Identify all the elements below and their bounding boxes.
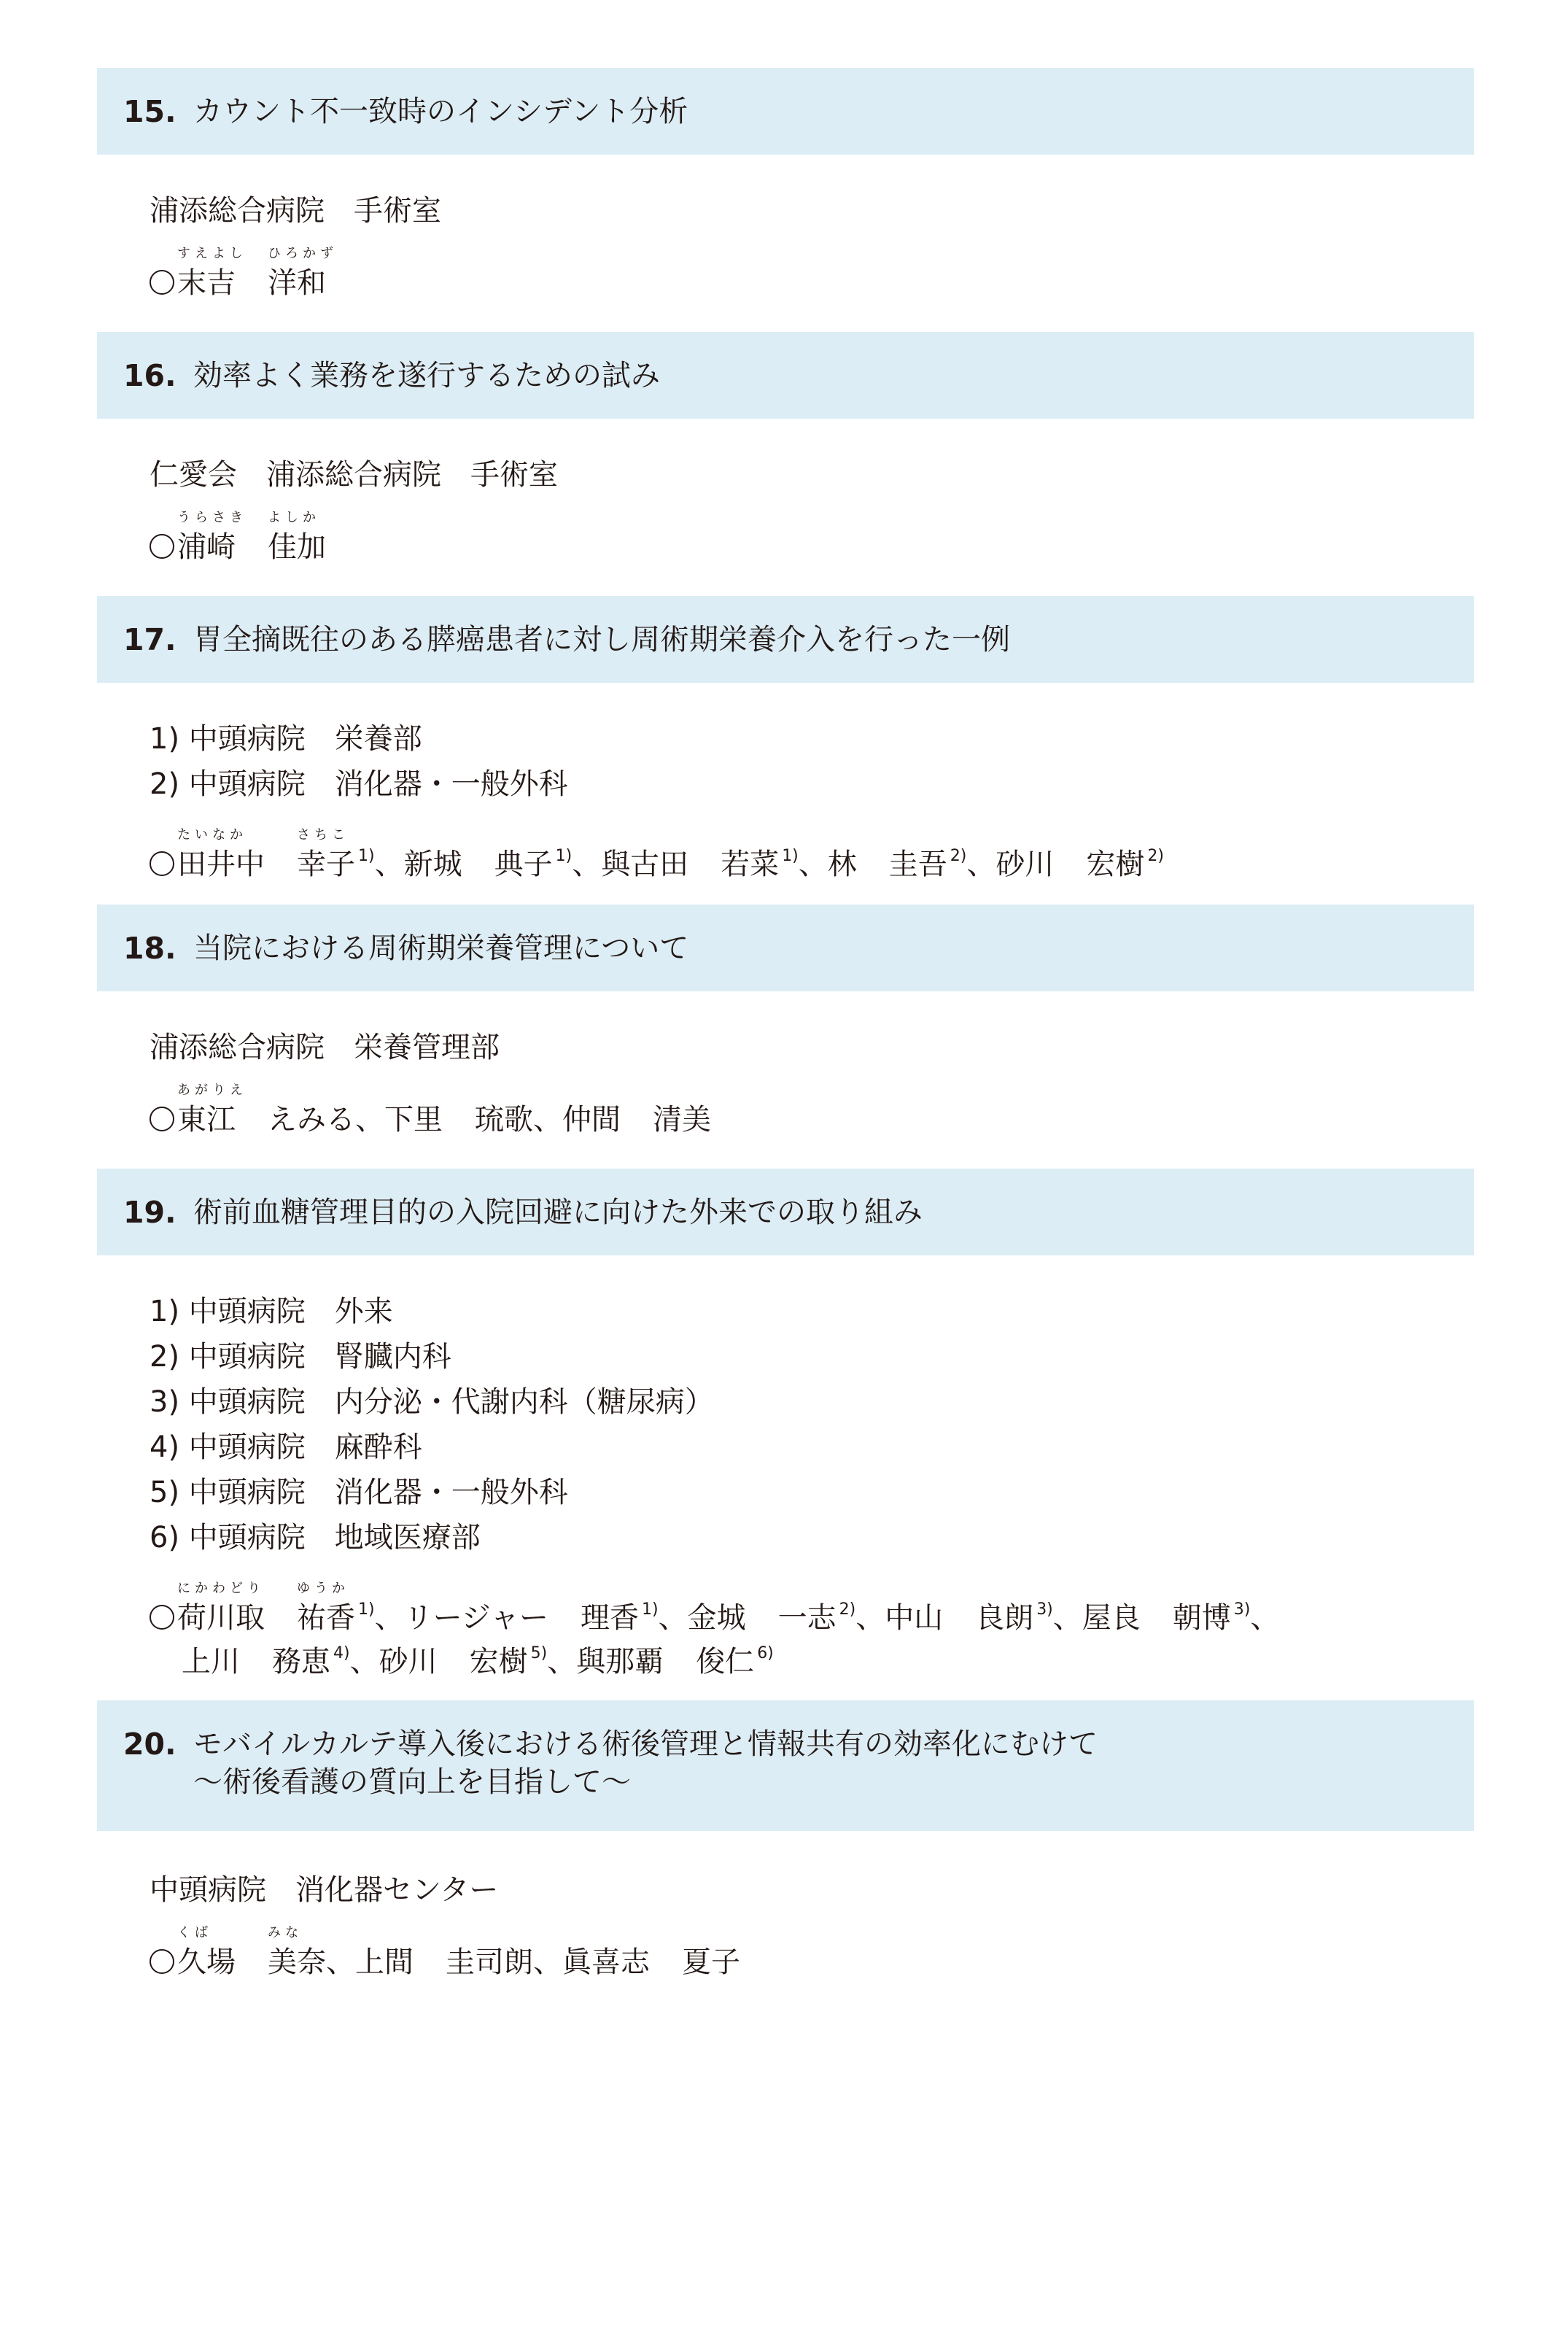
author-family-name: 上川 (182, 1645, 240, 1678)
affiliation: 中頭病院 消化器センター (150, 1873, 499, 1907)
author-given-name (682, 1945, 740, 1979)
author-given-text: えみる (268, 1103, 355, 1136)
author-given-name: 宏樹 (469, 1645, 528, 1678)
author-family-name (384, 1105, 443, 1134)
author-separator: 、 (1052, 1601, 1082, 1635)
affiliation: 2) 中頭病院 消化器・一般外科 (150, 767, 568, 801)
affiliation: 3) 中頭病院 内分泌・代謝内科（糖尿病） (150, 1385, 714, 1419)
author-separator: 、 (533, 1945, 562, 1979)
author-given-text: 佳加 (268, 530, 326, 564)
author-given-ruby: よしか (268, 510, 320, 525)
author-given-text: 夏子 (682, 1945, 740, 1979)
author-separator: 、 (855, 1601, 885, 1635)
author-family-ruby: くば (177, 1925, 212, 1940)
author-given-name (268, 1105, 355, 1134)
author-family-name (404, 1603, 548, 1633)
author-family-name (177, 827, 265, 881)
author-family-name (688, 1603, 746, 1633)
author-family-name (562, 1105, 621, 1134)
author-given-ruby: みな (268, 1925, 303, 1940)
entry-title-text (193, 621, 1010, 659)
presenter-mark-icon (150, 1107, 174, 1131)
author-given-ruby: ひろかず (268, 246, 338, 261)
author-list (150, 497, 1455, 568)
author-given-text: 琉歌 (475, 1103, 533, 1136)
author-given-text: 若菜 (721, 848, 780, 881)
affiliation-ref: 1) (642, 1600, 659, 1619)
author-family-text: 中山 (885, 1601, 944, 1635)
author-family-name (177, 246, 247, 300)
author-given-name (268, 510, 326, 564)
affiliation: 5) 中頭病院 消化器・一般外科 (150, 1476, 568, 1509)
author-family-text: 金城 (687, 1601, 746, 1635)
author-given-text: 祐香 (297, 1601, 355, 1635)
author-separator: 、 (374, 1601, 404, 1635)
author-family-name: 砂川 (379, 1645, 438, 1678)
author-family-name (828, 850, 857, 879)
entry-title-text (193, 929, 688, 967)
author-family-ruby: すえよし (177, 246, 247, 261)
entry-body (150, 452, 1455, 568)
author-family-name (885, 1603, 943, 1633)
author-given-text: 美奈 (268, 1945, 326, 1979)
author-given-name (494, 850, 553, 879)
affiliation: 浦添総合病院 手術室 (150, 194, 441, 228)
author-given-name (581, 1603, 639, 1633)
author-given-ruby: さちこ (297, 827, 349, 843)
affiliation-ref: 4) (333, 1644, 350, 1662)
author-list (150, 1913, 1455, 1983)
affiliation: 1) 中頭病院 栄養部 (150, 722, 422, 756)
entry-title-main: 当院における周術期栄養管理について (193, 931, 689, 965)
affiliation-ref: 1) (555, 847, 573, 865)
author-family-name (404, 850, 462, 879)
author-family-name (1082, 1603, 1141, 1633)
author-family-text: 新城 (403, 848, 462, 881)
entry-body (150, 1025, 1455, 1140)
author-given-name (889, 850, 947, 879)
entry-title-bar (97, 68, 1474, 155)
entry-body (150, 1289, 1455, 1676)
author-given-name (268, 1925, 326, 1979)
author-given-text: 幸子 (297, 848, 355, 881)
presenter-mark-icon (150, 851, 174, 876)
author-given-name (297, 827, 355, 881)
author-list (150, 233, 1455, 303)
affiliation-ref: 1) (358, 1600, 375, 1619)
affiliation: 浦添総合病院 栄養管理部 (150, 1031, 500, 1064)
entry-number: 17. (123, 621, 176, 657)
affiliation-ref: 2) (1147, 847, 1164, 865)
entry-title-text (193, 93, 688, 131)
affiliation-ref: 2) (839, 1600, 856, 1619)
author-separator: 、 (355, 1103, 384, 1136)
affiliation-ref: 5) (530, 1644, 548, 1662)
entry-title (123, 929, 688, 967)
author-given-text: 洋和 (268, 266, 326, 300)
author-family-text: 浦崎 (177, 530, 236, 564)
author-family-text: 久場 (177, 1945, 236, 1979)
author-given-name (1173, 1603, 1231, 1633)
entry-title-text (193, 1725, 1098, 1801)
entry-title (123, 357, 660, 395)
author-given-text: 圭司朗 (446, 1945, 533, 1979)
author-family-text: 荷川取 (177, 1601, 265, 1635)
author-given-name (268, 246, 338, 300)
author-given-ruby: ゆうか (297, 1581, 349, 1596)
entry-title-main: モバイルカルテ導入後における術後管理と情報共有の効率化にむけて (193, 1727, 1098, 1761)
entry-title (123, 621, 1010, 659)
author-family-text: 上間 (355, 1945, 414, 1979)
author-given-text: 良朗 (975, 1601, 1034, 1635)
author-family-text: 田井中 (177, 848, 265, 881)
author-family-name (995, 850, 1054, 879)
author-family-text: 仲間 (562, 1103, 621, 1136)
author-family-ruby: あがりえ (177, 1083, 247, 1098)
author-given-text: 清美 (653, 1103, 711, 1136)
entry-title-text (193, 1193, 923, 1231)
author-family-text: 砂川 (995, 848, 1055, 881)
entry-number: 16. (123, 357, 176, 393)
author-family-name: 與那覇 (576, 1645, 664, 1678)
affiliation-ref: 6) (757, 1644, 774, 1662)
entry-number: 20. (123, 1727, 176, 1762)
entry-title-main: カウント不一致時のインシデント分析 (193, 94, 688, 128)
author-family-text: 與古田 (601, 848, 689, 881)
author-given-text: 理香 (581, 1601, 639, 1635)
entry-title (123, 93, 688, 131)
author-list (150, 807, 1455, 881)
entry-title (123, 1725, 1098, 1801)
author-family-text: 下里 (384, 1103, 443, 1136)
author-family-name (177, 510, 247, 564)
entry-title-text (193, 357, 660, 395)
author-family-ruby: にかわどり (177, 1581, 265, 1596)
affiliation-ref: 3) (1233, 1600, 1251, 1619)
entry-title-bar (97, 1169, 1474, 1255)
entry-number: 15. (123, 93, 176, 129)
author-given-name (975, 1603, 1033, 1633)
author-given-name (297, 1581, 355, 1635)
author-given-text: 圭吾 (888, 848, 947, 881)
author-given-name: 務恵 (272, 1645, 330, 1678)
author-given-name (446, 1945, 533, 1979)
entry-body (150, 188, 1455, 303)
author-family-name (601, 850, 688, 879)
affiliation: 4) 中頭病院 麻酔科 (150, 1430, 422, 1464)
entry-number: 19. (123, 1194, 176, 1230)
author-separator: 、 (547, 1645, 577, 1678)
author-given-name (721, 850, 779, 879)
entry-body (150, 716, 1455, 881)
author-list (150, 1560, 1455, 1635)
author-list-continued (150, 1630, 1455, 1676)
affiliation-ref: 1) (358, 847, 375, 865)
author-family-name (355, 1945, 414, 1979)
affiliation-ref: 1) (782, 847, 799, 865)
author-separator: 、 (966, 848, 996, 881)
author-given-name: 俊仁 (696, 1645, 755, 1678)
entry-title-main: 効率よく業務を遂行するための試み (193, 358, 660, 392)
author-separator: 、 (1250, 1601, 1280, 1635)
author-family-name (177, 1925, 236, 1979)
author-given-name (653, 1105, 711, 1134)
author-family-text: 屋良 (1082, 1601, 1141, 1635)
entry-body (150, 1867, 1455, 1983)
author-family-name (562, 1945, 650, 1979)
author-given-text: 朝博 (1172, 1601, 1231, 1635)
author-given-text: 一志 (777, 1601, 837, 1635)
author-family-text: リージャー (403, 1601, 548, 1635)
affiliation: 2) 中頭病院 腎臓内科 (150, 1340, 451, 1374)
presenter-mark-icon (150, 270, 174, 295)
author-separator: 、 (349, 1645, 379, 1678)
author-separator: 、 (374, 848, 404, 881)
affiliation-ref: 3) (1036, 1600, 1053, 1619)
author-family-name (177, 1581, 265, 1635)
affiliation: 6) 中頭病院 地域医療部 (150, 1521, 481, 1554)
entry-subtitle: ～術後看護の質向上を目指して～ (193, 1765, 631, 1799)
entry-number: 18. (123, 930, 176, 966)
affiliation-ref: 2) (950, 847, 967, 865)
entry-title-main: 術前血糖管理目的の入院回避に向けた外来での取り組み (193, 1195, 923, 1229)
entry-title-main: 胃全摘既往のある膵癌患者に対し周術期栄養介入を行った一例 (193, 622, 1010, 657)
entry-title-bar (97, 1700, 1474, 1831)
author-separator: 、 (658, 1601, 688, 1635)
author-given-text: 典子 (494, 848, 553, 881)
author-separator: 、 (533, 1103, 562, 1136)
presenter-mark-icon (150, 1949, 174, 1974)
affiliation: 仁愛会 浦添総合病院 手術室 (150, 458, 558, 492)
author-family-text: 眞喜志 (562, 1945, 650, 1979)
author-family-ruby: たいなか (177, 827, 247, 843)
author-list (150, 1070, 1455, 1140)
presenter-mark-icon (150, 534, 174, 559)
author-family-text: 末吉 (177, 266, 236, 300)
author-family-text: 東江 (177, 1103, 236, 1136)
author-family-name (177, 1083, 247, 1136)
entry-title-bar (97, 905, 1474, 991)
author-family-text: 林 (827, 848, 857, 881)
author-family-ruby: うらさき (177, 510, 247, 525)
author-given-name (778, 1603, 837, 1633)
entry-title-bar (97, 332, 1474, 419)
author-given-name (1086, 850, 1144, 879)
author-given-name (475, 1105, 533, 1134)
entry-title (123, 1193, 923, 1231)
entry-title-bar (97, 596, 1474, 683)
affiliation: 1) 中頭病院 外来 (150, 1295, 393, 1328)
author-separator: 、 (326, 1945, 355, 1979)
author-separator: 、 (798, 848, 828, 881)
author-given-text: 宏樹 (1086, 848, 1145, 881)
author-separator: 、 (572, 848, 602, 881)
presenter-mark-icon (150, 1605, 174, 1630)
